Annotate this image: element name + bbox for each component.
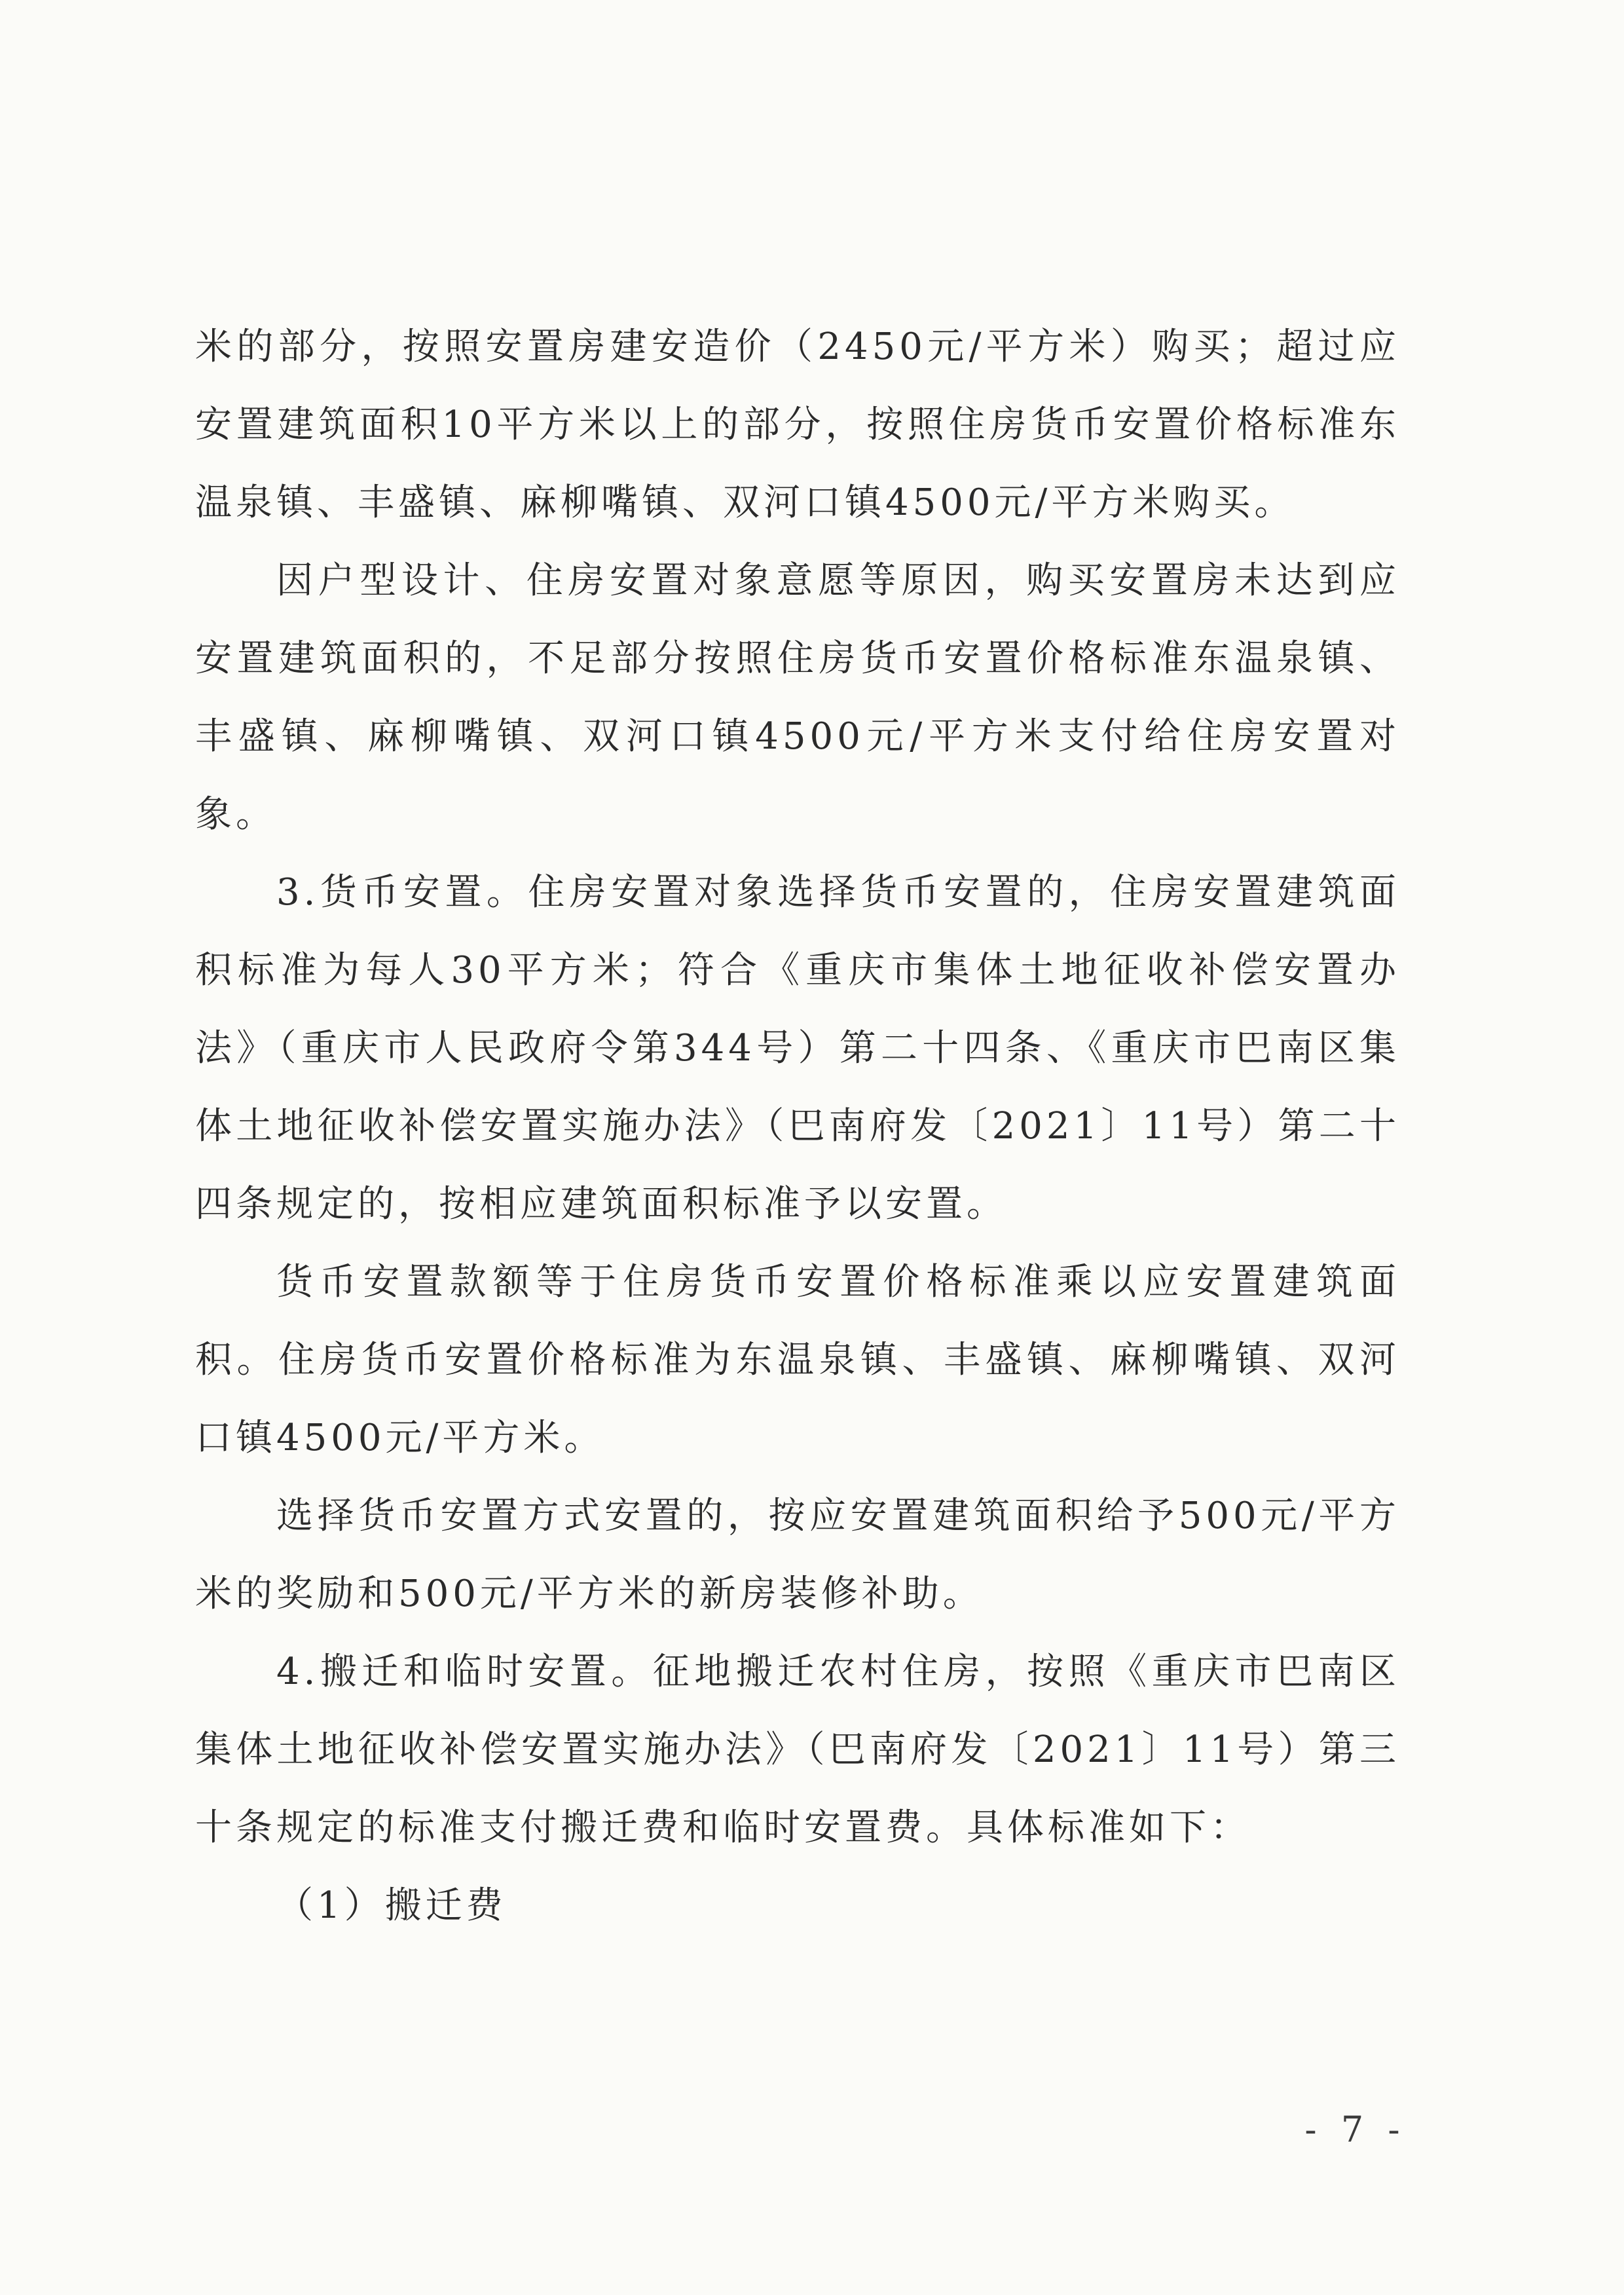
page-number: - 7 -: [1304, 2109, 1407, 2150]
paragraph-1: 米的部分，按照安置房建安造价（2450元/平方米）购买；超过应安置建筑面积10平方米以上的部分，按照住房货币安置价格标准东温泉镇、丰盛镇、麻柳嘴镇、双河口镇4500元/平方米购买。: [195, 326, 1400, 524]
paragraph-7: （1）搬迁费: [276, 1884, 507, 1927]
paragraph-5: 选择货币安置方式安置的，按应安置建筑面积给予500元/平方米的奖励和500元/平方米的新房装修补助。: [195, 1495, 1400, 1615]
paragraph-2: 因户型设计、住房安置对象意愿等原因，购买安置房未达到应安置建筑面积的，不足部分按照住房货币安置价格标准东温泉镇、丰盛镇、麻柳嘴镇、双河口镇4500元/平方米支付给住房安置对象。: [195, 559, 1400, 836]
paragraph-6: 4.搬迁和临时安置。征地搬迁农村住房，按照《重庆市巴南区集体土地征收补偿安置实施办法》（巴南府发〔2021〕11号）第三十条规定的标准支付搬迁费和临时安置费。具体标准如下：: [195, 1651, 1400, 1849]
paragraph-4: 货币安置款额等于住房货币安置价格标准乘以应安置建筑面积。住房货币安置价格标准为东温泉镇、丰盛镇、麻柳嘴镇、双河口镇4500元/平方米。: [195, 1261, 1400, 1459]
paragraph-3: 3.货币安置。住房安置对象选择货币安置的，住房安置建筑面积标准为每人30平方米；符合《重庆市集体土地征收补偿安置办法》（重庆市人民政府令第344号）第二十四条、《重庆市巴南区集体土地征收补偿安置实施办法》（巴南府发〔2021〕11号）第二十四条规定的，按相应建筑面积标准予以安置。: [195, 871, 1400, 1225]
document-body: [195, 308, 1400, 1945]
